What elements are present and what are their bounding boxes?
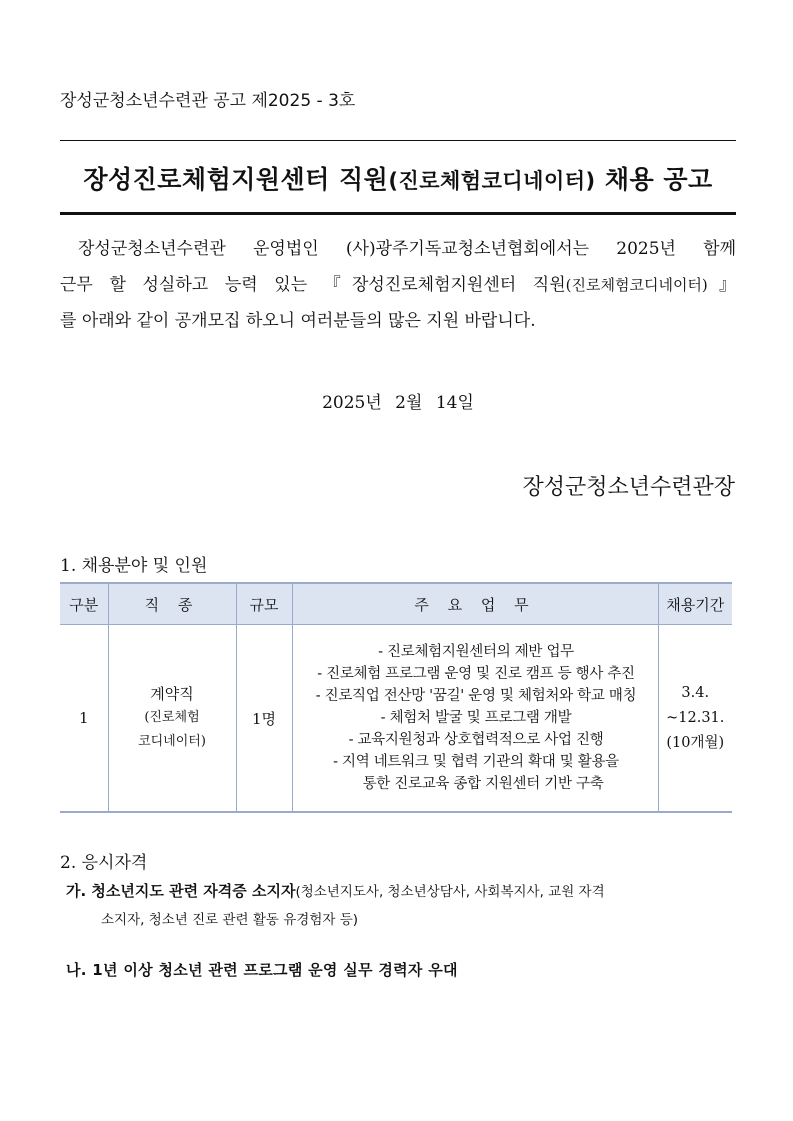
duty-item: - 교육지원청과 상호협력적으로 사업 진행 — [348, 732, 604, 748]
qualification-a-detail-2: 소지자, 청소년 진로 관련 활동 유경험자 등) — [101, 912, 359, 928]
job-sub-2: 코디네이터) — [138, 734, 206, 749]
period-start: 3.4. — [681, 684, 710, 701]
duty-item: - 체험처 발굴 및 프로그램 개발 — [380, 710, 572, 726]
qualification-a — [66, 877, 738, 934]
header-count: 규모 — [236, 583, 292, 625]
intro-line-2-main: 근무 할 성실하고 능력 있는 『장성진로체험지원센터 직원 — [60, 275, 566, 295]
period-end: ~12.31. — [666, 709, 725, 726]
title-top-rule — [60, 140, 736, 141]
table-header-row — [60, 583, 732, 625]
table-row — [60, 625, 732, 813]
header-no: 구분 — [60, 583, 108, 625]
title-bottom-rule — [60, 212, 736, 215]
cell-period — [658, 625, 732, 813]
qualification-a-detail: (청소년지도사, 청소년상담사, 사회복지사, 교원 자격 — [295, 884, 605, 900]
notice-number: 장성군청소년수련관 공고 제2025 - 3호 — [60, 91, 356, 111]
intro-line-2-end: 』 — [707, 275, 736, 295]
job-type: 계약직 — [150, 685, 194, 703]
duty-item: - 진로체험 프로그램 운영 및 진로 캠프 등 행사 추진 — [317, 666, 635, 682]
title-paren: (진로체험코디네이터) — [388, 169, 596, 193]
period-duration: (10개월) — [666, 734, 725, 751]
job-sub-1: (진로체험 — [144, 710, 200, 725]
title-main: 장성진로체험지원센터 직원 — [83, 165, 389, 194]
document-title — [60, 160, 736, 196]
recruitment-table — [60, 582, 732, 813]
intro-line-2-small: (진로체험코디네이터) — [565, 276, 708, 294]
intro-line-2 — [60, 267, 736, 303]
duty-continuation: 통한 진로교육 종합 지원센터 기반 구축 — [362, 776, 604, 792]
intro-line-3: 를 아래와 같이 공개모집 하오니 여러분들의 많은 지원 바랍니다. — [60, 311, 536, 331]
duty-item-text: - 지역 네트워크 및 협력 기관의 확대 및 활용을 — [333, 754, 619, 770]
cell-count: 1명 — [236, 625, 292, 813]
header-duties: 주 요 업 무 — [292, 583, 658, 625]
header-job: 직 종 — [108, 583, 236, 625]
header-period: 채용기간 — [658, 583, 732, 625]
qualification-b: 나. 1년 이상 청소년 관련 프로그램 운영 실무 경력자 우대 — [66, 961, 458, 979]
qualification-a-title: 가. 청소년지도 관련 자격증 소지자 — [66, 882, 296, 900]
notice-date: 2025년 2월 14일 — [322, 393, 474, 413]
cell-duties — [292, 625, 658, 813]
cell-no: 1 — [60, 625, 108, 813]
duty-item — [298, 751, 655, 795]
intro-line-1: 장성군청소년수련관 운영법인 (사)광주기독교청소년협회에서는 2025년 함께 — [78, 239, 736, 259]
section-1-heading: 1. 채용분야 및 인원 — [60, 556, 208, 576]
title-tail: 채용 공고 — [604, 165, 713, 194]
section-2-heading: 2. 응시자격 — [60, 853, 148, 873]
intro-paragraph — [60, 231, 736, 339]
issuer-signature: 장성군청소년수련관장 — [522, 475, 735, 500]
duty-item: - 진로직업 전산망 '꿈길' 운영 및 체험처와 학교 매칭 — [315, 688, 637, 704]
duty-item: - 진로체험지원센터의 제반 업무 — [378, 644, 574, 660]
cell-job — [108, 625, 236, 813]
